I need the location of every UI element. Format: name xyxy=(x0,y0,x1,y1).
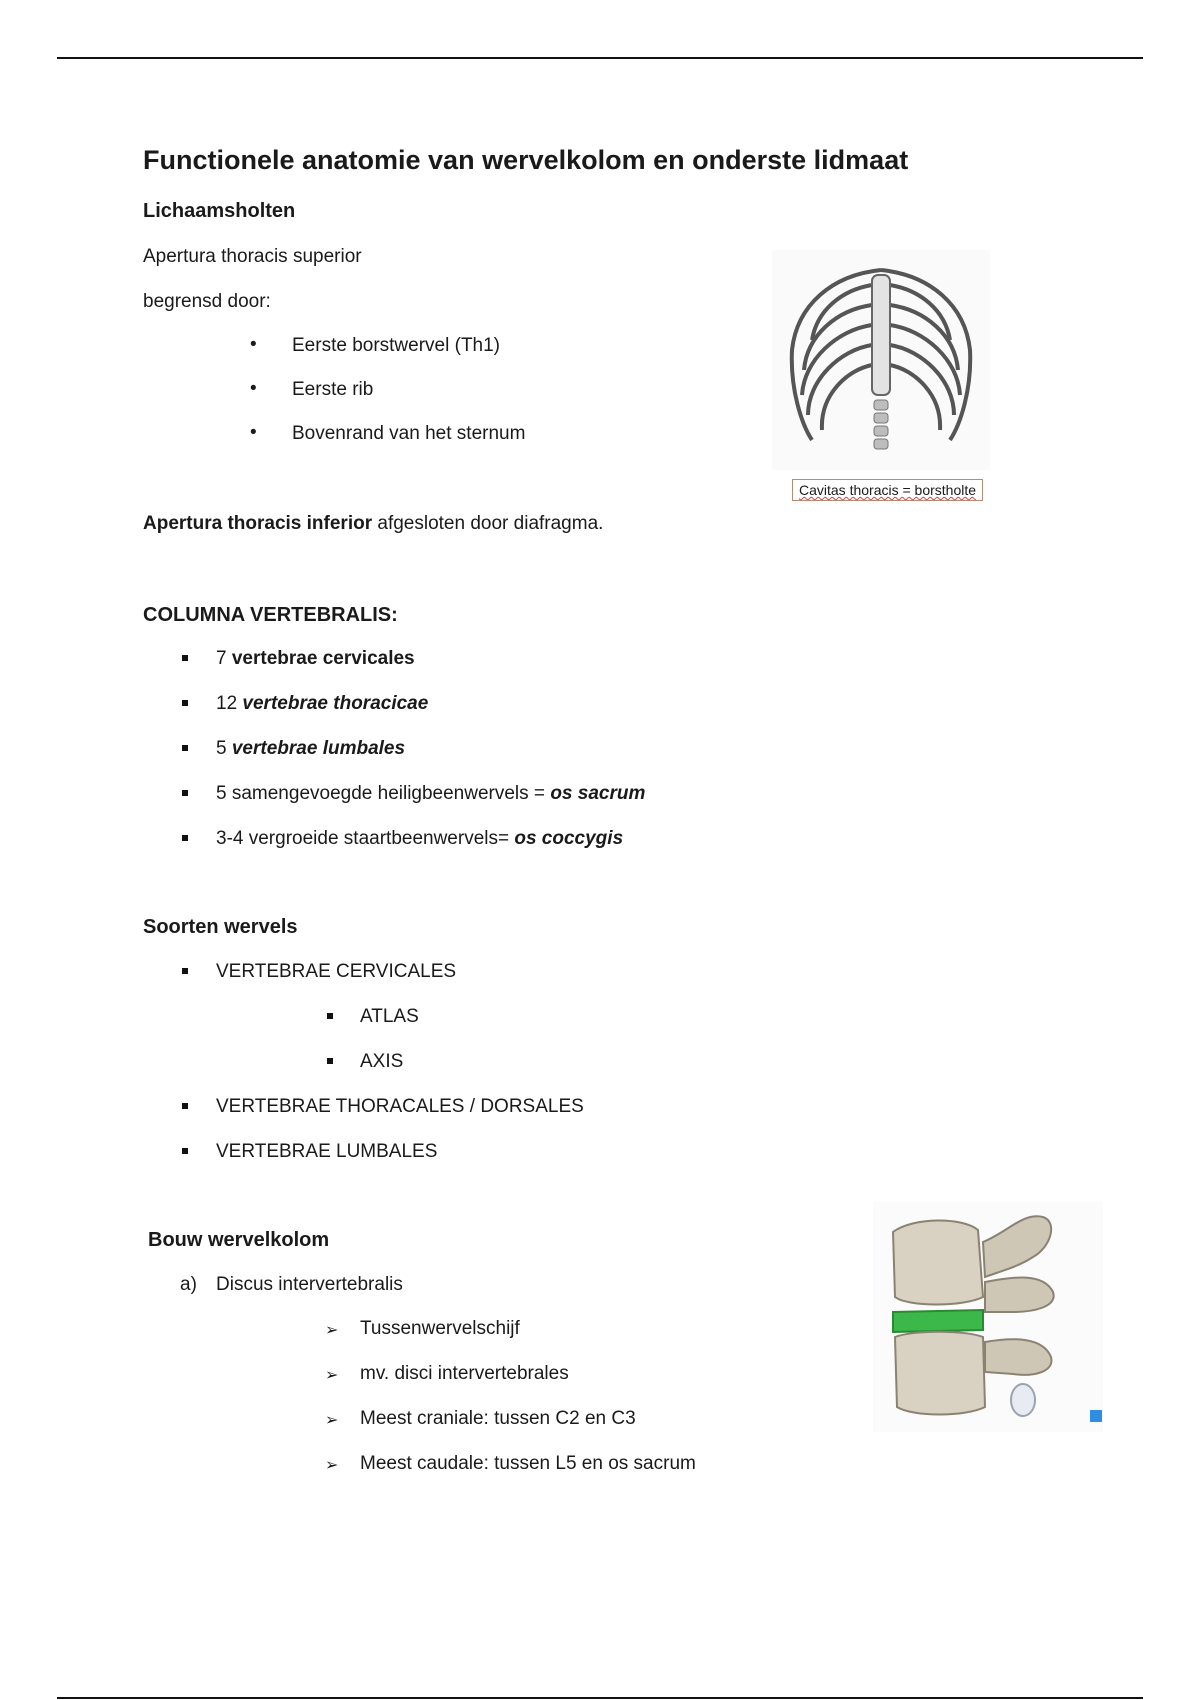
list-item: Discus intervertebralis xyxy=(216,1274,403,1295)
list-item: Bovenrand van het sternum xyxy=(292,423,526,444)
bullet-square xyxy=(182,655,188,661)
list-item: VERTEBRAE LUMBALES xyxy=(216,1141,438,1162)
bullet-square xyxy=(182,745,188,751)
bullet-square xyxy=(327,1058,333,1064)
bullet-square xyxy=(182,790,188,796)
vertebra-disc-illustration xyxy=(873,1202,1103,1432)
list-item: Tussenwervelschijf xyxy=(360,1318,520,1339)
list-item: 5 vertebrae lumbales xyxy=(216,738,406,759)
list-item: Eerste rib xyxy=(292,379,374,400)
list-item: VERTEBRAE CERVICALES xyxy=(216,961,457,982)
bullet-square xyxy=(182,700,188,706)
arrow-bullet-icon: ➢ xyxy=(325,1367,339,1384)
bullet-dot: • xyxy=(250,334,257,355)
bullet-dot: • xyxy=(250,422,257,443)
heading-columna: COLUMNA VERTEBRALIS: xyxy=(143,604,398,626)
text-begrensd: begrensd door: xyxy=(143,291,271,312)
page-title: Functionele anatomie van wervelkolom en onderste lidmaat xyxy=(143,145,909,175)
list-item: VERTEBRAE THORACALES / DORSALES xyxy=(216,1096,584,1117)
footer-rule xyxy=(57,1697,1143,1699)
heading-lichaamsholten: Lichaamsholten xyxy=(143,200,296,222)
ribcage-illustration xyxy=(772,250,990,470)
header-rule xyxy=(57,57,1143,59)
bullet-square xyxy=(327,1013,333,1019)
list-item: Meest craniale: tussen C2 en C3 xyxy=(360,1408,636,1429)
list-item: AXIS xyxy=(360,1051,404,1072)
list-item: mv. disci intervertebrales xyxy=(360,1363,569,1384)
text-apertura-inferior: Apertura thoracis inferior afgesloten door diafragma. xyxy=(143,513,604,534)
bullet-square xyxy=(182,1103,188,1109)
bullet-square xyxy=(182,835,188,841)
list-item: 5 samengevoegde heiligbeenwervels = os sacrum xyxy=(216,783,646,804)
anchor-marker xyxy=(1090,1410,1102,1422)
list-item: Meest caudale: tussen L5 en os sacrum xyxy=(360,1453,696,1474)
text-apertura-superior: Apertura thoracis superior xyxy=(143,246,362,267)
bullet-dot: • xyxy=(250,378,257,399)
heading-soorten: Soorten wervels xyxy=(143,916,298,938)
list-item: 7 vertebrae cervicales xyxy=(216,648,415,669)
list-item: Eerste borstwervel (Th1) xyxy=(292,335,501,356)
list-label: a) xyxy=(180,1274,197,1295)
arrow-bullet-icon: ➢ xyxy=(325,1322,339,1339)
bullet-square xyxy=(182,968,188,974)
list-item: 12 vertebrae thoracicae xyxy=(216,693,429,714)
figure-caption: Cavitas thoracis = borstholte xyxy=(792,479,983,501)
arrow-bullet-icon: ➢ xyxy=(325,1457,339,1474)
arrow-bullet-icon: ➢ xyxy=(325,1412,339,1429)
list-item: 3-4 vergroeide staartbeenwervels= os coccygis xyxy=(216,828,624,849)
list-item: ATLAS xyxy=(360,1006,419,1027)
heading-bouw: Bouw wervelkolom xyxy=(148,1229,330,1251)
bullet-square xyxy=(182,1148,188,1154)
